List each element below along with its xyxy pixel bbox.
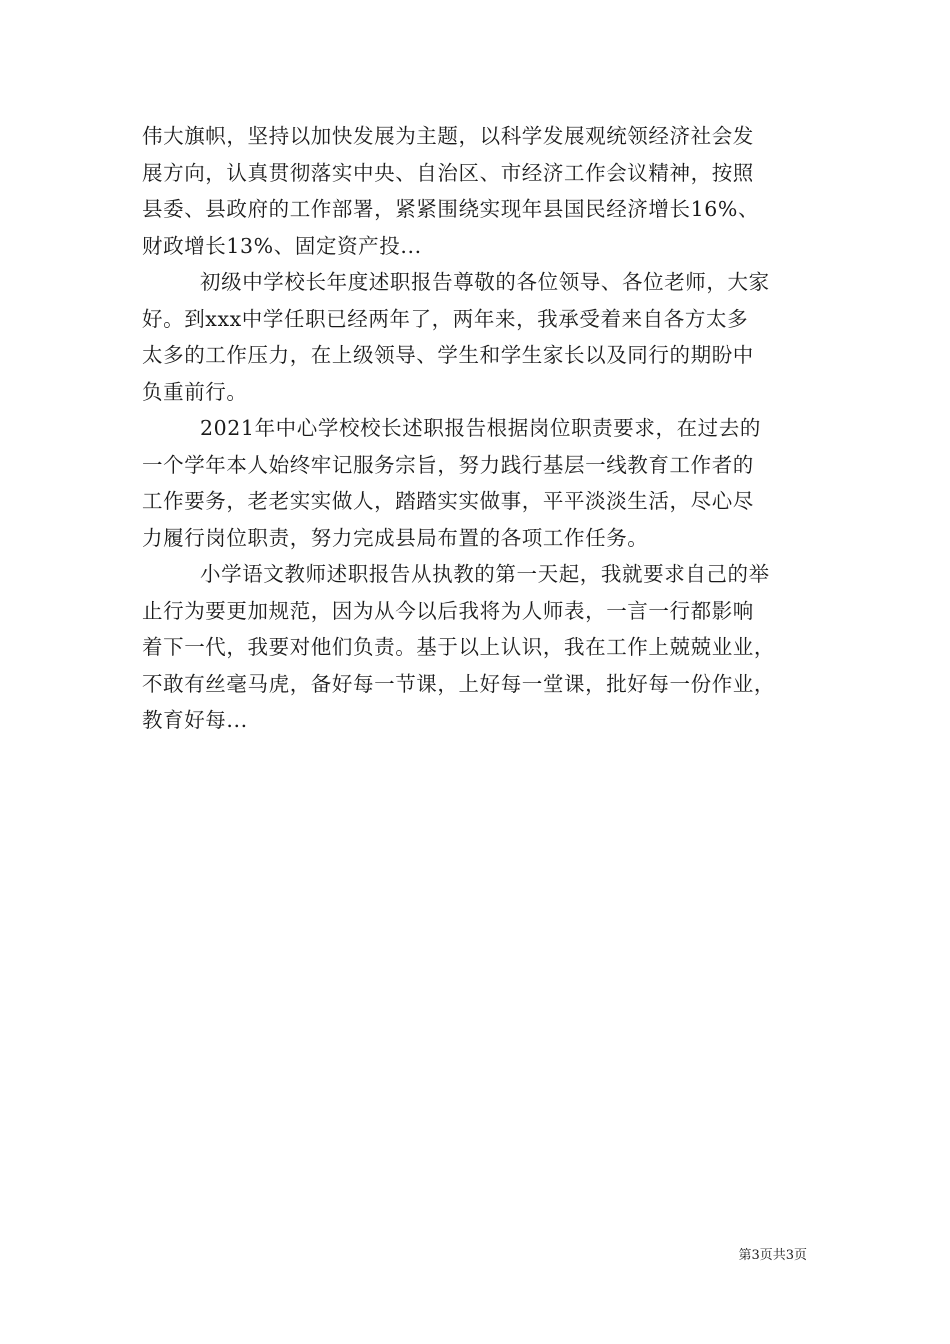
paragraph-4 — [142, 556, 822, 739]
paragraph-line: 财政增长13%、固定资产投... — [142, 233, 422, 258]
paragraph-line: 小学语文教师述职报告从执教的第一天起，我就要求自己的举 — [200, 562, 770, 586]
paragraph-line: 伟大旗帜，坚持以加快发展为主题，以科学发展观统领经济社会发 — [142, 124, 754, 148]
paragraph-line: 力履行岗位职责，努力完成县局布置的各项工作任务。 — [142, 525, 649, 550]
paragraph-line: 教育好每... — [142, 708, 248, 732]
paragraph-line: 2021年中心学校校长述职报告根据岗位职责要求，在过去的 — [200, 416, 761, 440]
paragraph-line: 初级中学校长年度述职报告尊敬的各位领导、各位老师，大家 — [200, 270, 770, 294]
page-number-footer: 第3页共3页 — [738, 1248, 807, 1263]
paragraph-line: 好。到xxx中学任职已经两年了，两年来，我承受着来自各方太多 — [142, 306, 749, 331]
paragraph-2 — [142, 264, 822, 410]
paragraph-line: 止行为要更加规范，因为从今以后我将为人师表，一言一行都影响 — [142, 598, 754, 623]
paragraph-line: 展方向，认真贯彻落实中央、自治区、市经济工作会议精神，按照 — [142, 160, 754, 185]
paragraph-line: 工作要务，老老实实做人，踏踏实实做事，平平淡淡生活，尽心尽 — [142, 489, 754, 513]
paragraph-line: 负重前行。 — [142, 379, 248, 404]
paragraph-3 — [142, 410, 822, 556]
paragraph-line: 太多的工作压力，在上级领导、学生和学生家长以及同行的期盼中 — [142, 343, 754, 367]
paragraph-line: 一个学年本人始终牢记服务宗旨，努力践行基层一线教育工作者的 — [142, 452, 754, 477]
paragraph-line: 着下一代，我要对他们负责。基于以上认识，我在工作上兢兢业业， — [142, 635, 775, 659]
paragraph-1 — [142, 118, 822, 264]
paragraph-line: 不敢有丝毫马虎，备好每一节课，上好每一堂课，批好每一份作业， — [142, 671, 775, 696]
document-body — [142, 118, 822, 739]
paragraph-line: 县委、县政府的工作部署，紧紧围绕实现年县国民经济增长16%、 — [142, 197, 760, 221]
